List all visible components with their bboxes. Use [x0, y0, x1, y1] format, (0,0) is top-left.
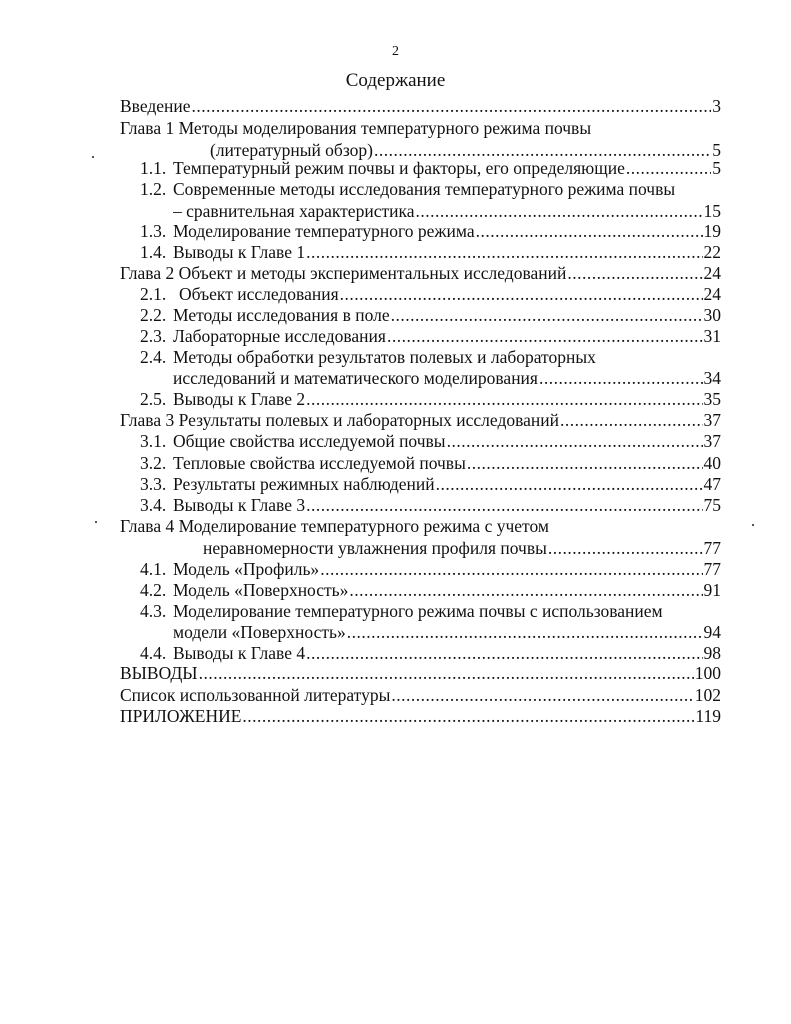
toc-section-4-1[interactable] — [140, 558, 721, 580]
dot-leader — [306, 241, 702, 263]
toc-label: Объект исследования — [179, 284, 339, 304]
toc-label: исследований и математического моделирования — [173, 368, 538, 388]
toc-label: Результаты режимных наблюдений — [173, 474, 435, 494]
dot-leader — [415, 200, 702, 222]
toc-page: 37 — [703, 431, 721, 451]
dot-leader — [467, 452, 703, 474]
toc-label: Выводы к Главе 1 — [173, 242, 306, 262]
dot-leader — [391, 684, 693, 706]
dot-leader — [560, 409, 703, 431]
toc-page: 47 — [703, 474, 721, 494]
toc-label: Глава 3 Результаты полевых и лабораторных исследований — [120, 410, 559, 430]
toc-page: 91 — [703, 580, 721, 600]
toc-entry-conclusions[interactable] — [120, 662, 721, 684]
toc-page: 94 — [703, 622, 721, 642]
toc-label: Выводы к Главе 3 — [173, 495, 306, 515]
section-number: 2.2. — [140, 305, 167, 325]
toc-page: 19 — [703, 221, 721, 241]
toc-section-4-2[interactable] — [140, 579, 721, 601]
section-number: 1.4. — [140, 242, 167, 262]
toc-section-2-2[interactable] — [140, 304, 721, 326]
scan-speck — [752, 524, 754, 526]
toc-page: 24 — [703, 284, 721, 304]
dot-leader — [306, 494, 702, 516]
toc-label: модели «Поверхность» — [173, 622, 346, 642]
section-number: 1.3. — [140, 221, 167, 241]
toc-label: Моделирование температурного режима почвы с использованием — [173, 601, 663, 621]
section-number: 2.1. — [140, 284, 167, 304]
toc-section-2-3[interactable] — [140, 325, 721, 347]
toc-chapter-4-heading[interactable] — [120, 515, 549, 537]
toc-label: Модель «Поверхность» — [173, 580, 349, 600]
toc-page: 31 — [703, 326, 721, 346]
section-number: 4.2. — [140, 580, 167, 600]
toc-label: Введение — [120, 96, 191, 116]
dot-leader — [387, 325, 703, 347]
toc-page: 102 — [694, 685, 721, 705]
toc-label: Методы обработки результатов полевых и лабораторных — [173, 347, 596, 367]
toc-page: 77 — [703, 538, 721, 558]
toc-section-2-1[interactable] — [140, 283, 721, 305]
scan-speck — [92, 156, 94, 158]
toc-page: 24 — [703, 263, 721, 283]
toc-label: – сравнительная характеристика — [173, 201, 415, 221]
toc-label: Моделирование температурного режима — [173, 221, 475, 241]
toc-page: 5 — [712, 158, 721, 178]
toc-page: 40 — [703, 453, 721, 473]
toc-page: 22 — [703, 242, 721, 262]
section-number: 2.3. — [140, 326, 167, 346]
toc-chapter-4[interactable] — [203, 537, 721, 559]
section-number: 3.1. — [140, 431, 167, 451]
toc-entry-appendix[interactable] — [120, 705, 721, 727]
toc-section-2-4[interactable] — [173, 367, 721, 389]
page-number: 2 — [392, 44, 399, 59]
toc-page: 100 — [694, 663, 721, 683]
dot-leader — [476, 220, 703, 242]
dot-leader — [447, 430, 703, 452]
toc-page: 34 — [703, 368, 721, 388]
dot-leader — [340, 283, 703, 305]
toc-page: 5 — [712, 140, 721, 160]
scan-speck — [95, 521, 97, 523]
toc-section-1-2-heading[interactable] — [140, 178, 675, 200]
toc-section-3-4[interactable] — [140, 494, 721, 516]
dot-leader — [567, 262, 702, 284]
section-number: 4.4. — [140, 643, 167, 663]
toc-section-2-4-heading[interactable] — [140, 346, 596, 368]
toc-section-3-1[interactable] — [140, 430, 721, 452]
dot-leader — [391, 304, 703, 326]
toc-page: 15 — [703, 201, 721, 221]
dot-leader — [192, 95, 712, 117]
toc-label: Температурный режим почвы и факторы, его определяющие — [173, 158, 625, 178]
toc-label: (литературный обзор) — [210, 140, 373, 160]
toc-section-2-5[interactable] — [140, 388, 721, 410]
section-number: 3.2. — [140, 453, 167, 473]
dot-leader — [242, 705, 694, 727]
dot-leader — [199, 662, 694, 684]
section-number: 3.3. — [140, 474, 167, 494]
dot-leader — [548, 537, 703, 559]
toc-page: 119 — [695, 706, 721, 726]
dot-leader — [347, 621, 703, 643]
toc-section-4-4[interactable] — [140, 642, 721, 664]
toc-label: Глава 4 Моделирование температурного режима с учетом — [120, 516, 549, 536]
toc-label: Список использованной литературы — [120, 685, 391, 705]
toc-page: 3 — [712, 96, 721, 116]
toc-section-4-3[interactable] — [173, 621, 721, 643]
section-number: 1.1. — [140, 158, 167, 178]
toc-label: Глава 1 Методы моделирования температурного режима почвы — [120, 118, 592, 138]
toc-section-3-2[interactable] — [140, 452, 721, 474]
toc-page: 30 — [703, 305, 721, 325]
toc-page: 98 — [703, 643, 721, 663]
dot-leader — [320, 558, 702, 580]
toc-section-1-2[interactable] — [173, 200, 721, 222]
toc-page: 77 — [703, 559, 721, 579]
section-number: 2.4. — [140, 347, 167, 367]
toc-section-3-3[interactable] — [140, 473, 721, 495]
dot-leader — [626, 157, 711, 179]
toc-label: Модель «Профиль» — [173, 559, 320, 579]
dot-leader — [306, 388, 702, 410]
section-number: 1.2. — [140, 179, 167, 199]
toc-page: 37 — [703, 410, 721, 430]
toc-label: Выводы к Главе 2 — [173, 389, 306, 409]
toc-label: Выводы к Главе 4 — [173, 643, 306, 663]
toc-page: 75 — [703, 495, 721, 515]
toc-section-4-3-heading[interactable] — [140, 600, 663, 622]
toc-chapter-1-heading[interactable] — [120, 117, 591, 139]
dot-leader — [349, 579, 702, 601]
toc-page: 35 — [703, 389, 721, 409]
toc-label: Современные методы исследования температурного режима почвы — [173, 179, 676, 199]
toc-label: Глава 2 Объект и методы экспериментальных исследований — [120, 263, 567, 283]
toc-chapter-3[interactable] — [120, 409, 721, 431]
dot-leader — [436, 473, 703, 495]
section-number: 3.4. — [140, 495, 167, 515]
section-number: 2.5. — [140, 389, 167, 409]
toc-label: Тепловые свойства исследуемой почвы — [173, 453, 466, 473]
toc-label: ВЫВОДЫ — [120, 663, 198, 683]
toc-chapter-2[interactable] — [120, 262, 721, 284]
toc-label: Лабораторные исследования — [173, 326, 386, 346]
toc-label: Методы исследования в поле — [173, 305, 390, 325]
toc-label: неравномерности увлажнения профиля почвы — [203, 538, 547, 558]
dot-leader — [306, 642, 702, 664]
section-number: 4.1. — [140, 559, 167, 579]
toc-entry-references[interactable] — [120, 684, 721, 706]
dot-leader — [539, 367, 703, 389]
page-title: Содержание — [345, 70, 446, 91]
toc-section-1-4[interactable] — [140, 241, 721, 263]
section-number: 4.3. — [140, 601, 167, 621]
toc-section-1-1[interactable] — [140, 157, 721, 179]
toc-label: ПРИЛОЖЕНИЕ — [120, 706, 242, 726]
toc-entry-intro[interactable] — [120, 95, 721, 117]
toc-label: Общие свойства исследуемой почвы — [173, 431, 446, 451]
toc-section-1-3[interactable] — [140, 220, 721, 242]
